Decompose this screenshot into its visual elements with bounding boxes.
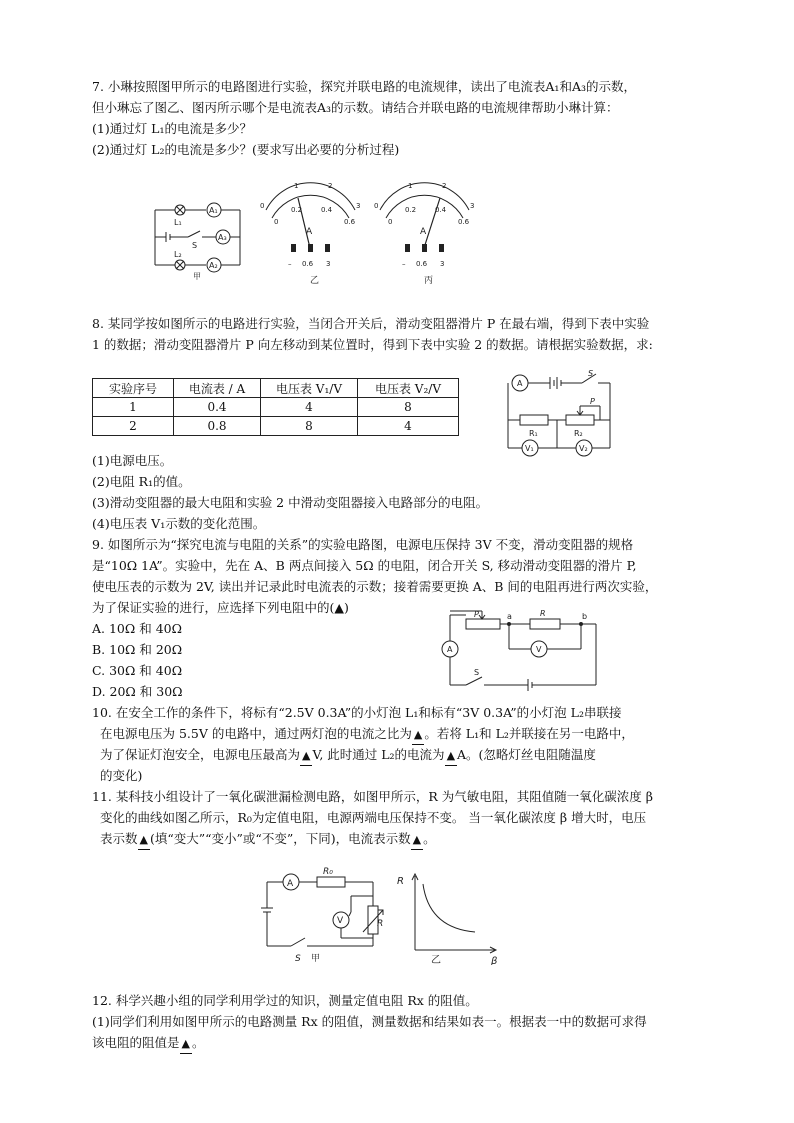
label-ammeter: A: [447, 645, 453, 654]
label-v2: V₂: [579, 444, 588, 453]
terminal-minus: –: [402, 260, 406, 268]
table-cell: 0.4: [174, 398, 261, 417]
q11-line3-b: (填“变大”“变小”或“不变”，下同)，电流表示数: [149, 831, 411, 846]
q8-line1: 8. 某同学按如图所示的电路进行实验，当闭合开关后，滑动变阻器滑片 P 在最右端，得到下表中实验: [92, 316, 650, 331]
tick-top-2: 2: [328, 182, 333, 190]
label-ammeter: A: [517, 379, 523, 388]
answer-blank-2[interactable]: ▲: [300, 747, 312, 766]
q9-option-c: C. 30Ω 和 40Ω: [92, 663, 183, 678]
tick-bot-1: 0.2: [405, 206, 417, 214]
q8-sub1: (1)电源电压。: [92, 453, 173, 468]
label-l1: L₁: [174, 218, 182, 227]
q7-meter-yi: [258, 178, 363, 286]
q7-line2: 但小琳忘了图乙、图丙所示哪个是电流表A₃的示数。请结合并联电路的电流规律帮助小琳计算：: [92, 100, 619, 115]
q12-line3-b: 。: [191, 1035, 205, 1050]
label-slider: P: [590, 397, 595, 406]
label-ammeter: A: [287, 879, 294, 889]
q8-data-table: [92, 378, 459, 436]
label-v1: V₁: [525, 444, 534, 453]
q12-line3-a: 该电阻的阻值是: [92, 1035, 180, 1050]
caption-yi: 乙: [431, 955, 441, 965]
tick-top-2: 2: [442, 182, 447, 190]
terminal-06: 0.6: [416, 260, 428, 268]
label-switch: S: [295, 954, 301, 964]
q10-line3-c: A。(忽略灯丝电阻随温度: [457, 747, 596, 762]
tick-top-0: 0: [374, 202, 379, 210]
tick-bot-2: 0.4: [435, 206, 447, 214]
q11-line3: [100, 830, 720, 850]
table-header: 电压表 V₂/V: [358, 379, 459, 398]
label-b-point: b: [582, 612, 588, 621]
label-a1: A₁: [209, 206, 218, 215]
answer-blank-3[interactable]: ▲: [445, 747, 457, 766]
q12-line2: (1)同学们利用如图甲所示的电路测量 Rx 的阻值，测量数据和结果如表一。根据表一中的数据可求得: [92, 1014, 647, 1029]
answer-blank-4[interactable]: ▲: [138, 831, 150, 850]
label-r: R: [540, 609, 546, 618]
q9-line3: 使电压表的示数为 2V, 读出并记录此时电流表的示数；接着需要更换 A、B 间的电阻再进行两次实验，: [92, 579, 658, 594]
caption-jia: 甲: [193, 272, 201, 280]
tick-bot-2: 0.4: [321, 206, 333, 214]
tick-top-3: 3: [356, 202, 361, 210]
label-a2: A₂: [209, 261, 218, 270]
tick-bot-0: 0: [274, 218, 279, 226]
caption-bing: 丙: [424, 276, 434, 286]
answer-blank-5[interactable]: ▲: [411, 831, 423, 850]
tick-bot-3: 0.6: [458, 218, 470, 226]
q9-option-d: D. 20Ω 和 30Ω: [92, 684, 183, 699]
table-cell: 8: [261, 417, 358, 436]
table-header-row: [93, 379, 459, 398]
meter-letter: A: [306, 227, 313, 237]
q7-line1: 7. 小琳按照图甲所示的电路图进行实验，探究并联电路的电流规律，读出了电流表A₁和A₃的示数，: [92, 79, 636, 94]
table-header: 电流表 / A: [174, 379, 261, 398]
table-cell: 4: [358, 417, 459, 436]
q11-line1: 11. 某科技小组设计了一氧化碳泄漏检测电路，如图甲所示，R 为气敏电阻，其阻值随一氧化碳浓度 β: [92, 789, 653, 804]
q9-line2: 是“10Ω 1A”。实验中，先在 A、B 两点间接入 5Ω 的电阻，闭合开关 S, 移动滑动变阻器的滑片 P,: [92, 558, 637, 573]
axis-label-beta: β: [491, 956, 498, 965]
table-cell: 2: [93, 417, 174, 436]
q7-sub1: (1)通过灯 L₁的电流是多少？: [92, 121, 252, 136]
tick-top-0: 0: [260, 202, 265, 210]
tick-top-3: 3: [470, 202, 475, 210]
tick-bot-1: 0.2: [291, 206, 303, 214]
caption-yi: 乙: [310, 276, 320, 286]
q9-line4: 为了保证实验的进行，应选择下列电阻中的(▲): [92, 600, 349, 615]
q9-line1: 9. 如图所示为“探究电流与电阻的关系”的实验电路图，电源电压保持 3V 不变，滑动变阻器的规格: [92, 537, 634, 552]
q8-line2: 1 的数据；滑动变阻器滑片 P 向左移动到某位置时，得到下表中实验 2 的数据。请根据实验数据，求:: [92, 337, 653, 352]
q8-sub3: (3)滑动变阻器的最大电阻和实验 2 中滑动变阻器接入电路部分的电阻。: [92, 495, 489, 510]
q7-circuit-jia: [150, 195, 250, 280]
q10-line2-b: 。若将 L₁和 L₂并联接在另一电路中，: [424, 726, 634, 741]
q10-line4: 的变化): [100, 768, 143, 783]
q11-line2: 变化的曲线如图乙所示，R₀为定值电阻，电源两端电压保持不变。 当一氧化碳浓度 β 增大时，电压: [100, 810, 647, 825]
label-r0: R₀: [323, 867, 333, 877]
q11-line3-c: 。: [423, 831, 436, 846]
caption-jia: 甲: [311, 954, 321, 964]
tick-bot-0: 0: [388, 218, 393, 226]
q11-graph-yi: [395, 870, 505, 965]
q7-meter-bing: [372, 178, 477, 286]
table-row: [93, 398, 459, 417]
q9-option-b: B. 10Ω 和 20Ω: [92, 642, 183, 657]
label-switch: S: [474, 668, 480, 677]
label-a-point: a: [507, 612, 512, 621]
q7-sub2: (2)通过灯 L₂的电流是多少？(要求写出必要的分析过程): [92, 142, 400, 157]
answer-blank-1[interactable]: ▲: [412, 726, 424, 745]
label-voltmeter: V: [337, 916, 344, 926]
q8-circuit: [500, 368, 620, 463]
table-cell: 8: [358, 398, 459, 417]
table-cell: 1: [93, 398, 174, 417]
answer-blank-6[interactable]: ▲: [180, 1035, 192, 1054]
label-s: S: [192, 241, 198, 250]
q10-line3-b: V, 此时通过 L₂的电流为: [312, 747, 445, 762]
terminal-minus: –: [288, 260, 292, 268]
label-l2: L₂: [174, 250, 182, 259]
table-header: 电压表 V₁/V: [261, 379, 358, 398]
label-r2: R₂: [574, 429, 583, 438]
q10-line3-a: 为了保证灯泡安全，电源电压最高为: [100, 747, 301, 762]
label-r: R: [377, 919, 384, 929]
q10-line2: [100, 725, 720, 745]
q12-line1: 12. 科学兴趣小组的同学利用学过的知识，测量定值电阻 Rx 的阻值。: [92, 993, 478, 1008]
table-cell: 0.8: [174, 417, 261, 436]
table-row: [93, 417, 459, 436]
label-r1: R₁: [529, 429, 538, 438]
q10-line3: [100, 746, 720, 766]
label-voltmeter: V: [536, 645, 542, 654]
axis-label-r: R: [397, 876, 404, 887]
q10-line2-a: 在电源电压为 5.5V 的电路中，通过两灯泡的电流之比为: [100, 726, 412, 741]
q12-line3: [92, 1034, 712, 1054]
terminal-06: 0.6: [302, 260, 314, 268]
q8-sub2: (2)电阻 R₁的值。: [92, 474, 191, 489]
tick-top-1: 1: [408, 182, 413, 190]
terminal-3: 3: [326, 260, 331, 268]
label-a3: A₃: [218, 233, 227, 242]
q11-line3-a: 表示数: [100, 831, 138, 846]
q10-line1: 10. 在安全工作的条件下，将标有“2.5V 0.3A”的小灯泡 L₁和标有“3V 0.3A”的小灯泡 L₂串联接: [92, 705, 622, 720]
q8-sub4: (4)电压表 V₁示数的变化范围。: [92, 516, 266, 531]
label-switch: S: [588, 369, 594, 378]
meter-letter: A: [420, 227, 427, 237]
q9-circuit: [436, 605, 616, 695]
q9-option-a: A. 10Ω 和 40Ω: [92, 621, 182, 636]
table-header: 实验序号: [93, 379, 174, 398]
tick-bot-3: 0.6: [344, 218, 356, 226]
tick-top-1: 1: [294, 182, 299, 190]
label-p: P: [474, 610, 479, 619]
q11-circuit-jia: [255, 866, 385, 966]
terminal-3: 3: [440, 260, 445, 268]
table-cell: 4: [261, 398, 358, 417]
